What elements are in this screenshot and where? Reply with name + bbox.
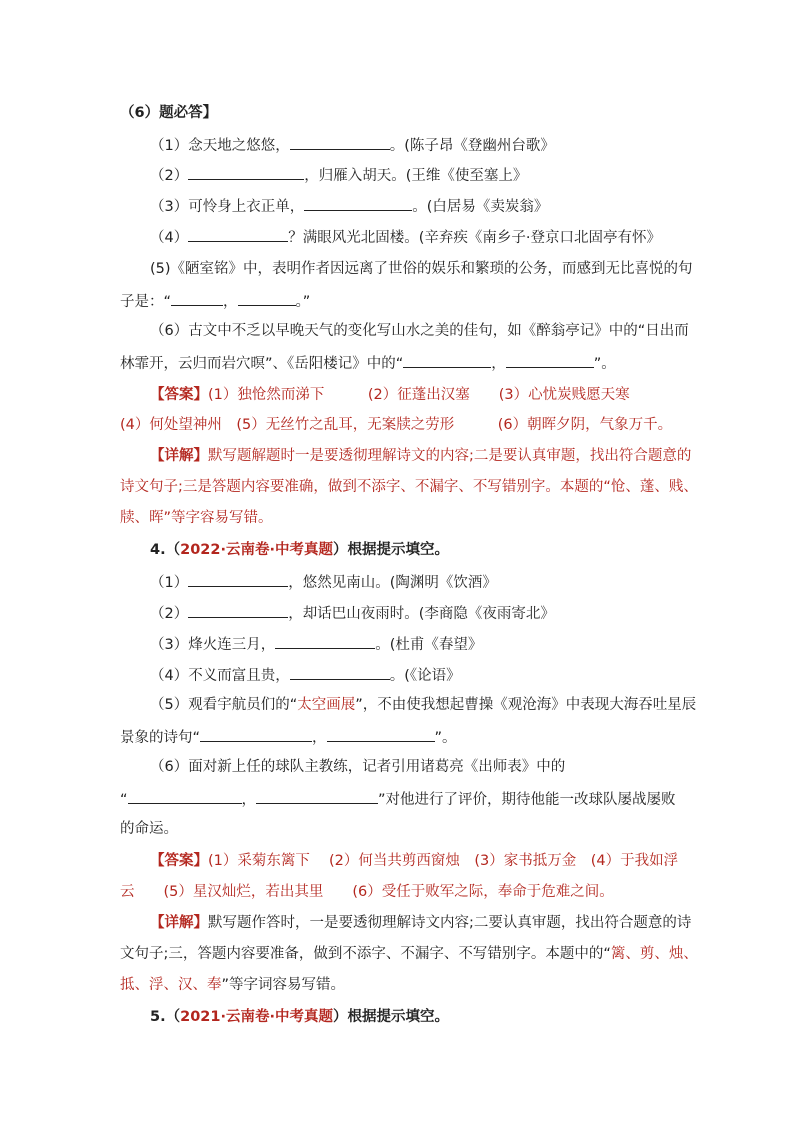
q4-detail-highlight-2: 抵、浮、汉、奉 <box>120 977 222 993</box>
blank-line <box>188 164 304 180</box>
q3-item-3-prefix: （3）可怜身上衣正单， <box>150 199 305 215</box>
q4-answer-text-1: (1）采菊东篱下 (2）何当共剪西窗烛 (3）家书抵万金 (4）于我如浮 <box>208 853 679 869</box>
q3-item-4-source: ？满眼风光北固楼。(辛弃疾《南乡子·登京口北固亭有怀》 <box>288 230 661 246</box>
q3-item-2-source: ，归雁入胡天。(王维《使至塞上》 <box>304 168 528 184</box>
q4-item-5-text-b: ”，不由使我想起曹操《观沧海》中表现大海吞吐星辰 <box>355 697 697 713</box>
q3-item-1 <box>150 134 555 156</box>
q3-item-6-line1: （6）古文中不乏以早晚天气的变化写山水之美的佳句，如《醉翁亭记》中的“日出而 <box>150 323 689 339</box>
blank-line <box>275 633 375 649</box>
q3-detail-line3: 牍、晖”等字容易写错。 <box>120 510 273 526</box>
q4-item-5-prefix: 景象的诗句“ <box>120 730 201 746</box>
q4-detail-text-2: 文句子;三，答题内容要准备，做到不添字、不漏字、不写错别字。本题中的“ <box>120 946 611 962</box>
blank-line <box>238 290 296 306</box>
q3-item-6-line2 <box>120 352 616 374</box>
q4-item-5-suffix: ”。 <box>434 730 457 746</box>
section-header: （6）题必答】 <box>120 105 218 121</box>
blank-line <box>304 195 412 211</box>
blank-line <box>256 788 378 804</box>
q5-number: 5.（ <box>150 1009 181 1025</box>
q4-item-5-line2 <box>120 726 457 748</box>
q3-item-4 <box>150 226 661 248</box>
q3-item-5-mid: ， <box>223 294 238 310</box>
q3-item-1-source: 。(陈子昂《登幽州台歌》 <box>389 138 555 154</box>
detail-label: 【详解】 <box>150 915 208 931</box>
q4-item-1-source: ，悠然见南山。(陶渊明《饮酒》 <box>288 575 497 591</box>
q4-item-5-highlight: 太空画展 <box>297 697 356 713</box>
q3-item-6-suffix: ”。 <box>593 356 616 372</box>
blank-line <box>200 726 312 742</box>
q4-item-6-prefix: “ <box>120 792 128 808</box>
q3-item-4-prefix: （4） <box>150 230 189 246</box>
q4-detail-line1 <box>150 913 691 933</box>
q4-item-1 <box>150 571 497 593</box>
q4-heading <box>150 540 449 560</box>
blank-line <box>290 134 390 150</box>
q3-item-2-prefix: （2） <box>150 168 189 184</box>
q3-answer-line1 <box>150 385 630 405</box>
q3-item-1-prefix: （1）念天地之悠悠， <box>150 138 290 154</box>
q4-item-5-text-a: （5）观看宇航员们的“ <box>150 697 298 713</box>
q4-item-5-line1 <box>150 695 696 715</box>
q3-item-6-mid: ， <box>491 356 506 372</box>
q4-source: 2022·云南卷·中考真题 <box>180 542 333 558</box>
blank-line <box>403 352 491 368</box>
q4-answer-line1 <box>150 851 678 871</box>
q4-item-6-suffix: ”对他进行了评价，期待他能一改球队屡战屡败 <box>378 792 676 808</box>
blank-line <box>171 290 223 306</box>
q4-item-6-line1: （6）面对新上任的球队主教练，记者引用诸葛亮《出师表》中的 <box>150 759 566 775</box>
blank-line <box>327 726 435 742</box>
q4-item-2-source: ，却话巴山夜雨时。(李商隐《夜雨寄北》 <box>288 606 555 622</box>
blank-line <box>290 664 390 680</box>
answer-label: 【答案】 <box>150 387 208 403</box>
q3-item-5-suffix: 。” <box>295 294 311 310</box>
q3-item-5-line1: (5)《陋室铭》中，表明作者因远离了世俗的娱乐和繁琐的公务，而感到无比喜悦的句 <box>150 261 693 277</box>
q4-item-6-mid: ， <box>241 792 257 808</box>
q4-item-3 <box>150 633 482 655</box>
q4-item-4 <box>150 664 461 686</box>
blank-line <box>506 352 594 368</box>
q4-number: 4.（ <box>150 542 181 558</box>
q4-answer-line2: 云 (5）星汉灿烂，若出其里 (6）受任于败军之际，奉命于危难之间。 <box>120 884 614 900</box>
q5-instruction: ）根据提示填空。 <box>332 1009 449 1025</box>
blank-line <box>188 571 288 587</box>
q3-detail-text-1: 默写题解题时一是要透彻理解诗文的内容;二是要认真审题，找出符合题意的 <box>208 448 692 464</box>
q4-detail-text-1: 默写题作答时，一是要透彻理解诗文内容;二要认真审题，找出符合题意的诗 <box>208 915 692 931</box>
q3-item-3-source: 。(白居易《卖炭翁》 <box>412 199 549 215</box>
q3-answer-line2: (4）何处望神州 (5）无丝竹之乱耳，无案牍之劳形 (6）朝晖夕阴，气象万千。 <box>120 417 673 433</box>
q4-item-3-prefix: （3）烽火连三月， <box>150 637 276 653</box>
q4-item-6-line3: 的命运。 <box>120 821 178 837</box>
q4-instruction: ）根据提示填空。 <box>332 542 449 558</box>
q5-heading <box>150 1007 449 1027</box>
q4-detail-text-3: ”等字词容易写错。 <box>221 977 346 993</box>
blank-line <box>188 602 288 618</box>
q4-item-1-prefix: （1） <box>150 575 189 591</box>
q4-item-4-source: 。(《论语》 <box>389 668 461 684</box>
answer-label: 【答案】 <box>150 853 208 869</box>
q3-item-5-prefix: 子是：“ <box>120 294 172 310</box>
detail-label: 【详解】 <box>150 448 208 464</box>
q3-item-5-line2 <box>120 290 310 312</box>
q4-item-4-prefix: （4）不义而富且贵， <box>150 668 290 684</box>
q4-detail-line2 <box>120 944 698 964</box>
q4-detail-line3 <box>120 975 345 995</box>
q3-item-3 <box>150 195 548 217</box>
q3-item-6-prefix: 林霏开，云归而岩穴暝”、《岳阳楼记》中的“ <box>120 356 404 372</box>
q5-source: 2021·云南卷·中考真题 <box>180 1009 333 1025</box>
q4-item-5-mid: ， <box>312 730 327 746</box>
blank-line <box>188 226 288 242</box>
q3-detail-line2: 诗文句子;三是答题内容要准确，做到不添字、不漏字、不写错别字。本题的“怆、蓬、贱、 <box>120 479 698 495</box>
q4-item-2-prefix: （2） <box>150 606 189 622</box>
q4-item-3-source: 。(杜甫《春望》 <box>375 637 483 653</box>
q3-detail-line1 <box>150 446 691 466</box>
q4-detail-highlight-1: 篱、剪、烛、 <box>610 946 698 962</box>
q3-item-2 <box>150 164 527 186</box>
q4-item-2 <box>150 602 555 624</box>
q3-answer-text-1: (1）独怆然而涕下 (2）征蓬出汉塞 (3）心忧炭贱愿天寒 <box>208 387 630 403</box>
blank-line <box>128 788 242 804</box>
q4-item-6-line2 <box>120 788 676 810</box>
